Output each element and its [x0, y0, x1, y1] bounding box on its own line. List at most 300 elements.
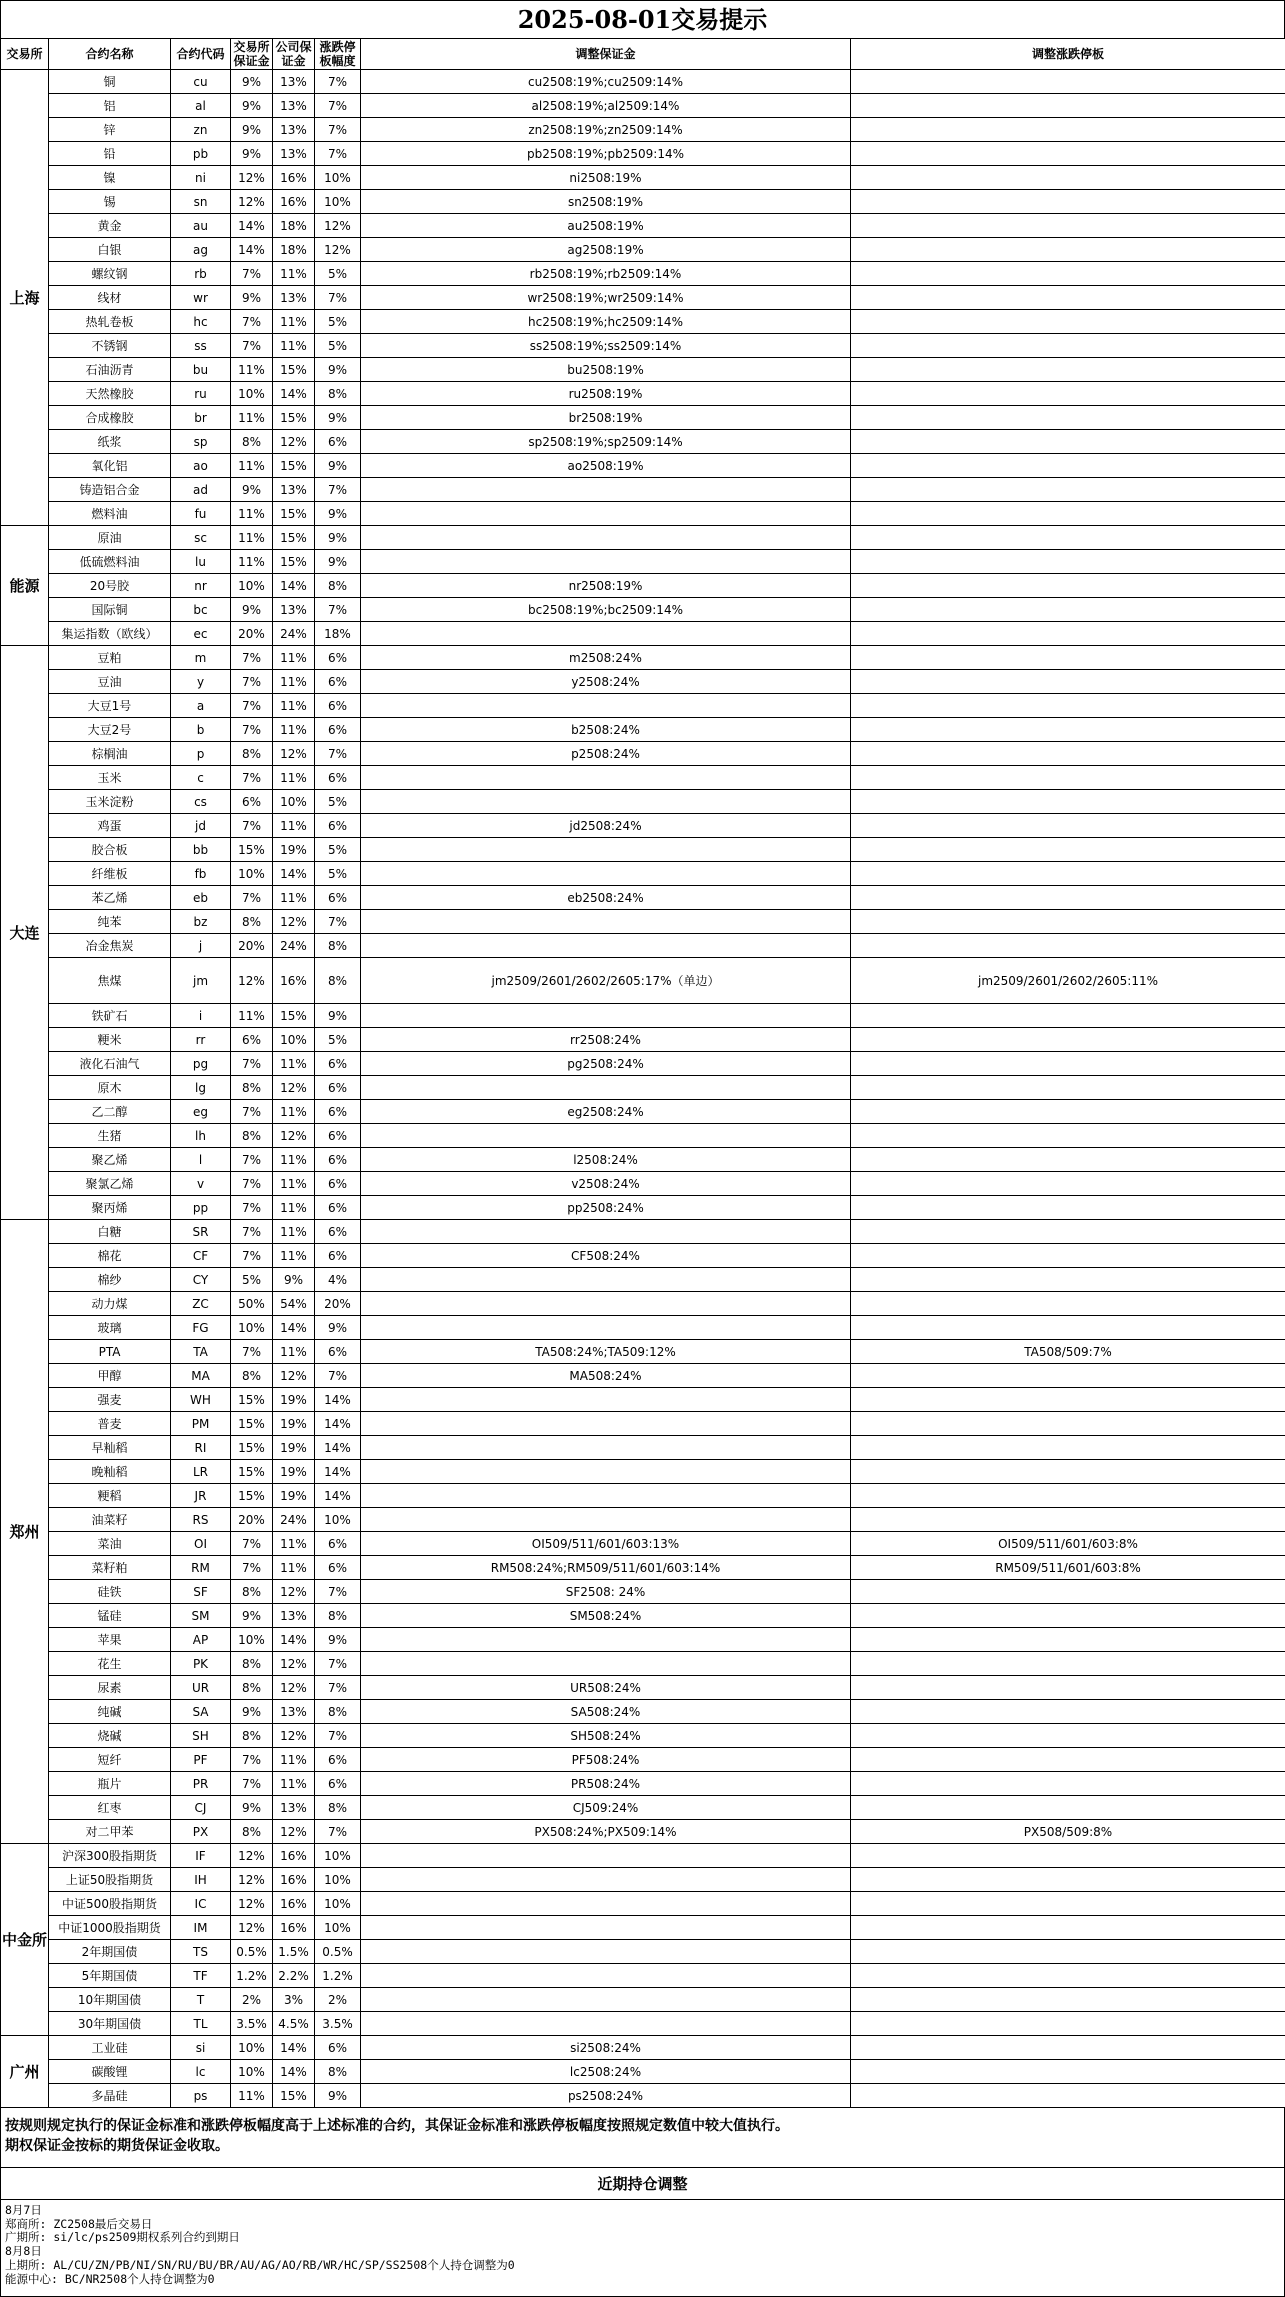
adjusted-limit-cell	[851, 2012, 1285, 2036]
table-row	[1, 574, 1285, 598]
adjusted-margin-cell	[361, 790, 851, 814]
exchange-margin-cell: 9%	[231, 1700, 273, 1724]
limit-cell: 8%	[315, 958, 361, 1004]
exchange-margin-cell: 20%	[231, 934, 273, 958]
company-margin-cell: 4.5%	[273, 2012, 315, 2036]
table-row	[1, 166, 1285, 190]
contract-code-cell: ZC	[171, 1292, 231, 1316]
adjusted-margin-cell	[361, 766, 851, 790]
contract-name-cell: 生猪	[49, 1124, 171, 1148]
adjusted-limit-cell: OI509/511/601/603:8%	[851, 1532, 1285, 1556]
exchange-margin-cell: 10%	[231, 382, 273, 406]
table-row	[1, 1532, 1285, 1556]
adjusted-margin-cell	[361, 1892, 851, 1916]
contract-name-cell: 5年期国债	[49, 1964, 171, 1988]
contract-name-cell: 苹果	[49, 1628, 171, 1652]
company-margin-cell: 13%	[273, 1700, 315, 1724]
contract-code-cell: sp	[171, 430, 231, 454]
company-margin-cell: 16%	[273, 1892, 315, 1916]
contract-code-cell: CF	[171, 1244, 231, 1268]
company-margin-cell: 3%	[273, 1988, 315, 2012]
contract-code-cell: bc	[171, 598, 231, 622]
contract-name-cell: 鸡蛋	[49, 814, 171, 838]
contract-code-cell: cu	[171, 70, 231, 94]
adjusted-margin-cell	[361, 526, 851, 550]
limit-cell: 9%	[315, 1316, 361, 1340]
table-row	[1, 1796, 1285, 1820]
contract-name-cell: 纯碱	[49, 1700, 171, 1724]
company-margin-cell: 13%	[273, 118, 315, 142]
adjusted-limit-cell	[851, 70, 1285, 94]
adjusted-limit-cell	[851, 1148, 1285, 1172]
table-row	[1, 310, 1285, 334]
company-margin-cell: 15%	[273, 454, 315, 478]
contract-name-cell: 动力煤	[49, 1292, 171, 1316]
limit-cell: 8%	[315, 1796, 361, 1820]
company-margin-cell: 11%	[273, 1148, 315, 1172]
contract-name-cell: 液化石油气	[49, 1052, 171, 1076]
limit-cell: 7%	[315, 286, 361, 310]
contract-code-cell: al	[171, 94, 231, 118]
adjusted-margin-cell	[361, 1268, 851, 1292]
adjusted-limit-cell	[851, 262, 1285, 286]
contract-name-cell: 棕榈油	[49, 742, 171, 766]
adjusted-limit-cell	[851, 2060, 1285, 2084]
adjusted-margin-cell: zn2508:19%;zn2509:14%	[361, 118, 851, 142]
exchange-margin-cell: 7%	[231, 766, 273, 790]
table-row	[1, 2060, 1285, 2084]
limit-cell: 9%	[315, 502, 361, 526]
company-margin-cell: 11%	[273, 262, 315, 286]
exchange-margin-cell: 14%	[231, 238, 273, 262]
adjusted-margin-cell	[361, 694, 851, 718]
contract-code-cell: TL	[171, 2012, 231, 2036]
limit-cell: 6%	[315, 886, 361, 910]
exchange-margin-cell: 9%	[231, 94, 273, 118]
limit-cell: 6%	[315, 646, 361, 670]
contract-name-cell: 工业硅	[49, 2036, 171, 2060]
exchange-cell: 郑州	[1, 1220, 49, 1844]
adjusted-margin-cell: ps2508:24%	[361, 2084, 851, 2108]
adjusted-limit-cell: PX508/509:8%	[851, 1820, 1285, 1844]
adjusted-margin-cell: v2508:24%	[361, 1172, 851, 1196]
adjusted-margin-cell: pb2508:19%;pb2509:14%	[361, 142, 851, 166]
limit-cell: 6%	[315, 1244, 361, 1268]
company-margin-cell: 24%	[273, 622, 315, 646]
company-margin-cell: 18%	[273, 238, 315, 262]
table-row	[1, 1124, 1285, 1148]
exchange-margin-cell: 7%	[231, 1172, 273, 1196]
adjusted-margin-cell: p2508:24%	[361, 742, 851, 766]
contract-name-cell: 上证50股指期货	[49, 1868, 171, 1892]
table-row	[1, 406, 1285, 430]
contract-code-cell: p	[171, 742, 231, 766]
adjusted-limit-cell	[851, 358, 1285, 382]
rules-note-line: 按规则规定执行的保证金标准和涨跌停板幅度高于上述标准的合约，其保证金标准和涨跌停板幅度按照规定数值中较大值执行。	[5, 2116, 1280, 2136]
contract-code-cell: v	[171, 1172, 231, 1196]
adjusted-margin-cell	[361, 478, 851, 502]
exchange-margin-cell: 7%	[231, 1556, 273, 1580]
contract-code-cell: si	[171, 2036, 231, 2060]
contract-code-cell: j	[171, 934, 231, 958]
contract-name-cell: 低硫燃料油	[49, 550, 171, 574]
company-margin-cell: 15%	[273, 550, 315, 574]
adjusted-limit-cell	[851, 190, 1285, 214]
holding-line: 上期所: AL/CU/ZN/PB/NI/SN/RU/BU/BR/AU/AG/AO/RB/WR/HC/SP/SS2508个人持仓调整为0	[5, 2259, 1280, 2273]
adjusted-limit-cell	[851, 1652, 1285, 1676]
contract-name-cell: 烧碱	[49, 1724, 171, 1748]
adjusted-limit-cell	[851, 1292, 1285, 1316]
company-margin-cell: 11%	[273, 718, 315, 742]
adjusted-margin-cell	[361, 1940, 851, 1964]
contract-name-cell: 集运指数（欧线）	[49, 622, 171, 646]
table-row	[1, 1724, 1285, 1748]
limit-cell: 7%	[315, 142, 361, 166]
table-row	[1, 1700, 1285, 1724]
adjusted-margin-cell	[361, 1652, 851, 1676]
adjusted-limit-cell	[851, 1724, 1285, 1748]
table-row	[1, 1556, 1285, 1580]
table-row	[1, 142, 1285, 166]
exchange-margin-cell: 12%	[231, 190, 273, 214]
exchange-margin-cell: 11%	[231, 502, 273, 526]
exchange-margin-cell: 10%	[231, 2060, 273, 2084]
limit-cell: 6%	[315, 1532, 361, 1556]
contract-code-cell: JR	[171, 1484, 231, 1508]
limit-cell: 1.2%	[315, 1964, 361, 1988]
adjusted-margin-cell	[361, 1004, 851, 1028]
limit-cell: 20%	[315, 1292, 361, 1316]
adjusted-limit-cell	[851, 934, 1285, 958]
adjusted-margin-cell: CJ509:24%	[361, 1796, 851, 1820]
table-row	[1, 1460, 1285, 1484]
adjusted-limit-cell	[851, 742, 1285, 766]
contract-code-cell: bu	[171, 358, 231, 382]
contract-code-cell: pp	[171, 1196, 231, 1220]
contract-name-cell: 苯乙烯	[49, 886, 171, 910]
contract-name-cell: 30年期国债	[49, 2012, 171, 2036]
company-margin-cell: 12%	[273, 1820, 315, 1844]
company-margin-cell: 13%	[273, 286, 315, 310]
limit-cell: 6%	[315, 2036, 361, 2060]
contract-code-cell: SH	[171, 1724, 231, 1748]
limit-cell: 6%	[315, 718, 361, 742]
company-margin-cell: 14%	[273, 862, 315, 886]
adjusted-limit-cell	[851, 550, 1285, 574]
adjusted-margin-cell: PF508:24%	[361, 1748, 851, 1772]
limit-cell: 7%	[315, 1820, 361, 1844]
adjusted-margin-cell: CF508:24%	[361, 1244, 851, 1268]
contract-name-cell: 镍	[49, 166, 171, 190]
contract-code-cell: pb	[171, 142, 231, 166]
adjusted-limit-cell	[851, 1004, 1285, 1028]
exchange-margin-cell: 15%	[231, 1388, 273, 1412]
adjusted-limit-cell	[851, 646, 1285, 670]
adjusted-margin-cell	[361, 1124, 851, 1148]
limit-cell: 9%	[315, 454, 361, 478]
company-margin-cell: 11%	[273, 334, 315, 358]
table-row	[1, 766, 1285, 790]
adjusted-margin-cell	[361, 1292, 851, 1316]
adjusted-margin-cell: br2508:19%	[361, 406, 851, 430]
adjusted-limit-cell	[851, 238, 1285, 262]
table-row	[1, 1172, 1285, 1196]
contract-name-cell: 聚乙烯	[49, 1148, 171, 1172]
exchange-margin-cell: 15%	[231, 1412, 273, 1436]
contract-name-cell: 石油沥青	[49, 358, 171, 382]
adjusted-limit-cell	[851, 862, 1285, 886]
table-row	[1, 622, 1285, 646]
company-margin-cell: 11%	[273, 814, 315, 838]
limit-cell: 7%	[315, 1724, 361, 1748]
limit-cell: 8%	[315, 934, 361, 958]
contract-name-cell: 玉米淀粉	[49, 790, 171, 814]
adjusted-limit-cell	[851, 1124, 1285, 1148]
page-title: 2025-08-01交易提示	[0, 0, 1285, 38]
adjusted-margin-cell	[361, 1484, 851, 1508]
holding-line: 郑商所: ZC2508最后交易日	[5, 2218, 1280, 2232]
contract-code-cell: pg	[171, 1052, 231, 1076]
contract-code-cell: CJ	[171, 1796, 231, 1820]
contract-code-cell: PK	[171, 1652, 231, 1676]
table-row	[1, 598, 1285, 622]
limit-cell: 6%	[315, 1556, 361, 1580]
table-row	[1, 1580, 1285, 1604]
table-row	[1, 262, 1285, 286]
adjusted-margin-cell: ag2508:19%	[361, 238, 851, 262]
adjusted-limit-cell	[851, 910, 1285, 934]
contract-code-cell: sc	[171, 526, 231, 550]
company-margin-cell: 11%	[273, 1556, 315, 1580]
limit-cell: 5%	[315, 838, 361, 862]
exchange-cell: 中金所	[1, 1844, 49, 2036]
contract-name-cell: 聚丙烯	[49, 1196, 171, 1220]
exchange-margin-cell: 7%	[231, 1052, 273, 1076]
adjusted-limit-cell	[851, 1076, 1285, 1100]
header-adjusted-margin: 调整保证金	[361, 39, 851, 70]
adjusted-limit-cell: jm2509/2601/2602/2605:11%	[851, 958, 1285, 1004]
limit-cell: 7%	[315, 598, 361, 622]
exchange-margin-cell: 8%	[231, 1580, 273, 1604]
adjusted-limit-cell	[851, 814, 1285, 838]
adjusted-limit-cell	[851, 886, 1285, 910]
contract-code-cell: TS	[171, 1940, 231, 1964]
contract-name-cell: 硅铁	[49, 1580, 171, 1604]
company-margin-cell: 11%	[273, 1100, 315, 1124]
table-row	[1, 838, 1285, 862]
table-row	[1, 1364, 1285, 1388]
adjusted-limit-cell	[851, 2036, 1285, 2060]
adjusted-limit-cell	[851, 1436, 1285, 1460]
company-margin-cell: 15%	[273, 406, 315, 430]
contract-name-cell: 菜籽粕	[49, 1556, 171, 1580]
exchange-margin-cell: 7%	[231, 1748, 273, 1772]
adjusted-margin-cell: b2508:24%	[361, 718, 851, 742]
adjusted-limit-cell	[851, 1772, 1285, 1796]
exchange-margin-cell: 7%	[231, 310, 273, 334]
contract-name-cell: 瓶片	[49, 1772, 171, 1796]
adjusted-margin-cell	[361, 1220, 851, 1244]
company-margin-cell: 13%	[273, 94, 315, 118]
exchange-margin-cell: 2%	[231, 1988, 273, 2012]
exchange-margin-cell: 11%	[231, 454, 273, 478]
limit-cell: 7%	[315, 1364, 361, 1388]
adjusted-limit-cell	[851, 1196, 1285, 1220]
table-row	[1, 454, 1285, 478]
contract-name-cell: 粳米	[49, 1028, 171, 1052]
table-row	[1, 1052, 1285, 1076]
table-row	[1, 1652, 1285, 1676]
limit-cell: 7%	[315, 1580, 361, 1604]
exchange-margin-cell: 11%	[231, 2084, 273, 2108]
contract-code-cell: rb	[171, 262, 231, 286]
table-row	[1, 118, 1285, 142]
limit-cell: 8%	[315, 2060, 361, 2084]
header-contract-code: 合约代码	[171, 39, 231, 70]
contract-name-cell: 豆粕	[49, 646, 171, 670]
contract-name-cell: 中证500股指期货	[49, 1892, 171, 1916]
exchange-margin-cell: 6%	[231, 790, 273, 814]
contract-name-cell: 粳稻	[49, 1484, 171, 1508]
limit-cell: 9%	[315, 550, 361, 574]
contract-name-cell: 纯苯	[49, 910, 171, 934]
contract-code-cell: PM	[171, 1412, 231, 1436]
contract-code-cell: l	[171, 1148, 231, 1172]
company-margin-cell: 16%	[273, 166, 315, 190]
limit-cell: 10%	[315, 1844, 361, 1868]
exchange-margin-cell: 9%	[231, 598, 273, 622]
adjusted-margin-cell: eg2508:24%	[361, 1100, 851, 1124]
table-row	[1, 790, 1285, 814]
contract-name-cell: 短纤	[49, 1748, 171, 1772]
limit-cell: 6%	[315, 1772, 361, 1796]
adjusted-margin-cell: sp2508:19%;sp2509:14%	[361, 430, 851, 454]
exchange-margin-cell: 7%	[231, 1340, 273, 1364]
contract-code-cell: nr	[171, 574, 231, 598]
contract-name-cell: 10年期国债	[49, 1988, 171, 2012]
table-row	[1, 1748, 1285, 1772]
limit-cell: 9%	[315, 526, 361, 550]
adjusted-limit-cell	[851, 766, 1285, 790]
contract-name-cell: 晚籼稻	[49, 1460, 171, 1484]
contract-code-cell: zn	[171, 118, 231, 142]
holding-adjustment-body	[0, 2200, 1285, 2297]
company-margin-cell: 16%	[273, 958, 315, 1004]
adjusted-margin-cell: hc2508:19%;hc2509:14%	[361, 310, 851, 334]
adjusted-margin-cell: ru2508:19%	[361, 382, 851, 406]
company-margin-cell: 11%	[273, 1772, 315, 1796]
header-exchange: 交易所	[1, 39, 49, 70]
table-row	[1, 382, 1285, 406]
contract-name-cell: PTA	[49, 1340, 171, 1364]
adjusted-limit-cell	[851, 1268, 1285, 1292]
table-row	[1, 1772, 1285, 1796]
contract-code-cell: SA	[171, 1700, 231, 1724]
exchange-margin-cell: 7%	[231, 694, 273, 718]
contract-code-cell: m	[171, 646, 231, 670]
adjusted-limit-cell	[851, 718, 1285, 742]
exchange-margin-cell: 8%	[231, 430, 273, 454]
contract-code-cell: ad	[171, 478, 231, 502]
table-row	[1, 646, 1285, 670]
table-row	[1, 94, 1285, 118]
limit-cell: 6%	[315, 1196, 361, 1220]
company-margin-cell: 24%	[273, 934, 315, 958]
limit-cell: 6%	[315, 1220, 361, 1244]
contract-code-cell: AP	[171, 1628, 231, 1652]
company-margin-cell: 12%	[273, 1676, 315, 1700]
adjusted-limit-cell	[851, 1628, 1285, 1652]
exchange-margin-cell: 10%	[231, 1628, 273, 1652]
contract-code-cell: lh	[171, 1124, 231, 1148]
exchange-margin-cell: 7%	[231, 1532, 273, 1556]
table-row	[1, 862, 1285, 886]
limit-cell: 14%	[315, 1412, 361, 1436]
header-row	[1, 39, 1285, 70]
limit-cell: 5%	[315, 790, 361, 814]
limit-cell: 6%	[315, 1052, 361, 1076]
exchange-margin-cell: 7%	[231, 1220, 273, 1244]
company-margin-cell: 12%	[273, 1076, 315, 1100]
exchange-margin-cell: 9%	[231, 286, 273, 310]
exchange-margin-cell: 7%	[231, 262, 273, 286]
adjusted-margin-cell	[361, 1628, 851, 1652]
table-row	[1, 1628, 1285, 1652]
table-row	[1, 70, 1285, 94]
company-margin-cell: 13%	[273, 1796, 315, 1820]
adjusted-limit-cell	[851, 2084, 1285, 2108]
table-row	[1, 814, 1285, 838]
adjusted-margin-cell: pg2508:24%	[361, 1052, 851, 1076]
exchange-margin-cell: 10%	[231, 862, 273, 886]
adjusted-limit-cell	[851, 526, 1285, 550]
limit-cell: 5%	[315, 262, 361, 286]
adjusted-margin-cell: jm2509/2601/2602/2605:17%（单边）	[361, 958, 851, 1004]
contract-code-cell: PX	[171, 1820, 231, 1844]
limit-cell: 12%	[315, 214, 361, 238]
adjusted-margin-cell: rr2508:24%	[361, 1028, 851, 1052]
company-margin-cell: 19%	[273, 1412, 315, 1436]
contract-code-cell: SM	[171, 1604, 231, 1628]
adjusted-margin-cell: nr2508:19%	[361, 574, 851, 598]
contract-code-cell: T	[171, 1988, 231, 2012]
limit-cell: 8%	[315, 574, 361, 598]
table-row	[1, 286, 1285, 310]
table-row	[1, 1316, 1285, 1340]
adjusted-limit-cell	[851, 1364, 1285, 1388]
limit-cell: 6%	[315, 1340, 361, 1364]
adjusted-margin-cell: PX508:24%;PX509:14%	[361, 1820, 851, 1844]
limit-cell: 10%	[315, 166, 361, 190]
contract-code-cell: wr	[171, 286, 231, 310]
rules-note-line: 期权保证金按标的期货保证金收取。	[5, 2136, 1280, 2156]
table-row	[1, 1028, 1285, 1052]
table-row	[1, 1964, 1285, 1988]
adjusted-limit-cell	[851, 382, 1285, 406]
limit-cell: 7%	[315, 94, 361, 118]
adjusted-limit-cell	[851, 1100, 1285, 1124]
company-margin-cell: 24%	[273, 1508, 315, 1532]
adjusted-margin-cell: wr2508:19%;wr2509:14%	[361, 286, 851, 310]
company-margin-cell: 11%	[273, 1172, 315, 1196]
company-margin-cell: 15%	[273, 1004, 315, 1028]
company-margin-cell: 11%	[273, 766, 315, 790]
company-margin-cell: 10%	[273, 790, 315, 814]
table-row	[1, 718, 1285, 742]
exchange-margin-cell: 3.5%	[231, 2012, 273, 2036]
exchange-margin-cell: 7%	[231, 718, 273, 742]
contract-code-cell: eb	[171, 886, 231, 910]
